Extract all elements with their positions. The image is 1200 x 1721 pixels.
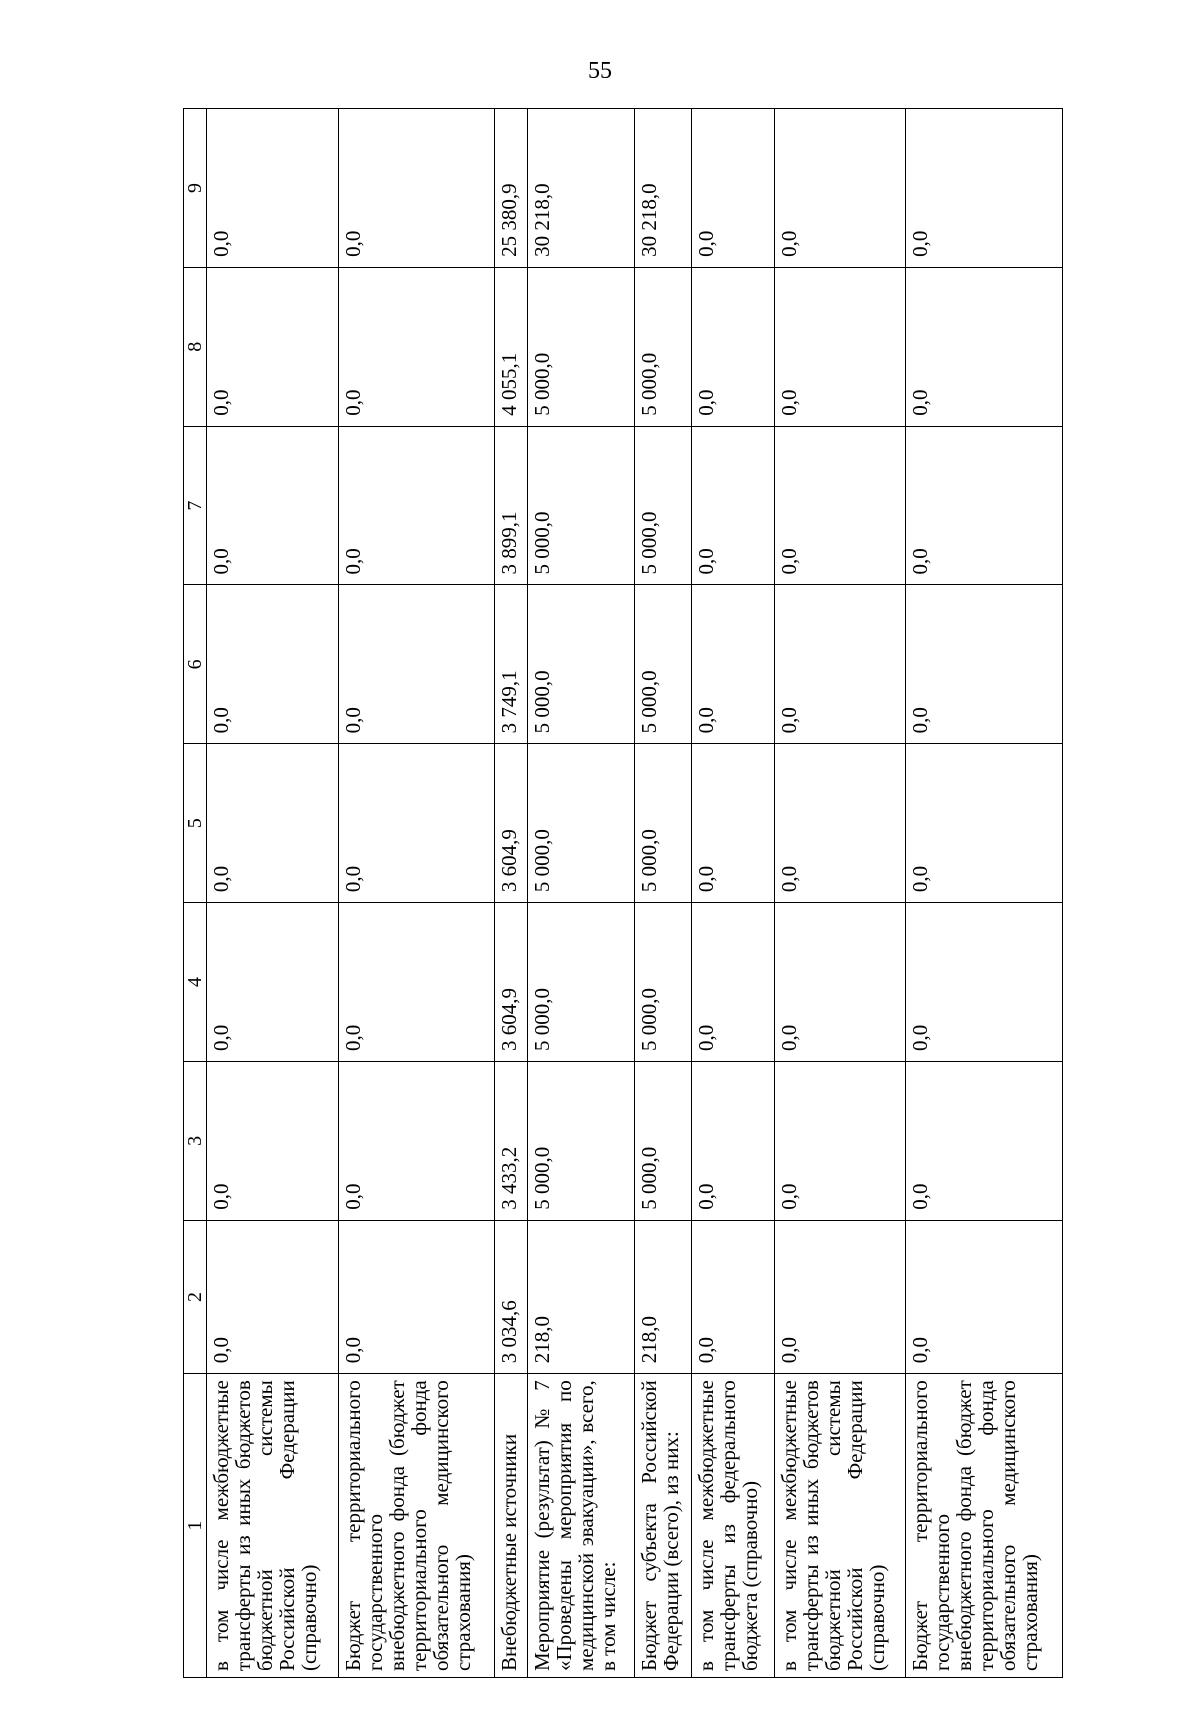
column-header-2: 2 [184, 1220, 207, 1373]
row-label: Внебюджетные источники [495, 1374, 528, 1678]
table-cell: 5 000,0 [634, 585, 691, 744]
row-label: в том числе межбюджетные трансферты из федерального бюджета (справочно) [692, 1374, 774, 1678]
financing-table [183, 108, 1063, 1678]
table-cell: 0,0 [207, 109, 339, 268]
table-cell: 0,0 [774, 1220, 906, 1373]
table-cell: 4 055,1 [495, 267, 528, 426]
table-cell: 0,0 [692, 585, 774, 744]
table-cell: 0,0 [774, 109, 906, 268]
table-cell: 0,0 [338, 109, 495, 268]
table-cell: 5 000,0 [527, 267, 634, 426]
table-cell: 0,0 [906, 903, 1063, 1062]
column-header-4: 4 [184, 903, 207, 1062]
table-cell: 0,0 [906, 426, 1063, 585]
table-cell: 0,0 [207, 744, 339, 903]
table-cell: 5 000,0 [634, 903, 691, 1062]
table-cell: 218,0 [527, 1220, 634, 1373]
table-cell: 5 000,0 [634, 426, 691, 585]
table-cell: 3 034,6 [495, 1220, 528, 1373]
table-row [527, 109, 634, 1678]
row-label: в том числе межбюджетные трансферты из иных бюджетов бюджетной системы Российской Федерации (справочно) [774, 1374, 906, 1678]
table-row [692, 109, 774, 1678]
table-cell: 0,0 [774, 903, 906, 1062]
table-cell: 30 218,0 [527, 109, 634, 268]
table-cell: 0,0 [207, 585, 339, 744]
table-cell: 0,0 [692, 1220, 774, 1373]
page-number: 55 [588, 58, 612, 84]
table-cell: 0,0 [774, 585, 906, 744]
table-cell: 0,0 [906, 267, 1063, 426]
table-row [207, 109, 339, 1678]
table-cell: 0,0 [692, 903, 774, 1062]
column-header-9: 9 [184, 109, 207, 268]
table-cell: 0,0 [207, 903, 339, 1062]
table-cell: 218,0 [634, 1220, 691, 1373]
table-row [338, 109, 495, 1678]
table-cell: 5 000,0 [527, 426, 634, 585]
row-label: Бюджет территориального государственного внебюджетного фонда (бюджет территориального фонда обязательного медицинского страхования) [906, 1374, 1063, 1678]
table-cell: 3 433,2 [495, 1061, 528, 1220]
table-cell: 0,0 [692, 426, 774, 585]
table-cell: 0,0 [338, 267, 495, 426]
row-label: Мероприятие (результат) № 7 «Проведены мероприятия по медицинской эвакуации», всего, в том числе: [527, 1374, 634, 1678]
table-row [906, 109, 1063, 1678]
row-label: Бюджет территориального государственного внебюджетного фонда (бюджет территориального фонда обязательного медицинского страхования) [338, 1374, 495, 1678]
table-body [207, 109, 1063, 1678]
table-cell: 0,0 [207, 267, 339, 426]
table-row [495, 109, 528, 1678]
table-cell: 25 380,9 [495, 109, 528, 268]
table-cell: 0,0 [906, 1061, 1063, 1220]
rotated-table-container [183, 108, 1063, 1678]
column-header-6: 6 [184, 585, 207, 744]
table-cell: 0,0 [906, 1220, 1063, 1373]
column-header-5: 5 [184, 744, 207, 903]
table-cell: 0,0 [906, 744, 1063, 903]
row-label: Бюджет субъекта Российской Федерации (всего), из них: [634, 1374, 691, 1678]
table-cell: 0,0 [692, 267, 774, 426]
table-cell: 0,0 [692, 744, 774, 903]
table-cell: 0,0 [338, 585, 495, 744]
table-cell: 5 000,0 [527, 744, 634, 903]
table-cell: 0,0 [774, 426, 906, 585]
table-cell: 3 604,9 [495, 744, 528, 903]
table-cell: 0,0 [338, 1061, 495, 1220]
table-cell: 3 604,9 [495, 903, 528, 1062]
table-cell: 0,0 [774, 267, 906, 426]
table-cell: 0,0 [338, 903, 495, 1062]
table-cell: 0,0 [906, 109, 1063, 268]
table-cell: 0,0 [207, 1061, 339, 1220]
table-cell: 0,0 [338, 1220, 495, 1373]
table-cell: 5 000,0 [634, 267, 691, 426]
table-header [184, 109, 207, 1678]
table-cell: 0,0 [774, 1061, 906, 1220]
table-cell: 3 749,1 [495, 585, 528, 744]
table-row [634, 109, 691, 1678]
table-row [774, 109, 906, 1678]
table-cell: 5 000,0 [527, 903, 634, 1062]
table-cell: 0,0 [774, 744, 906, 903]
header-row [184, 109, 207, 1678]
column-header-8: 8 [184, 267, 207, 426]
table-cell: 5 000,0 [634, 744, 691, 903]
table-cell: 0,0 [338, 744, 495, 903]
table-cell: 0,0 [207, 426, 339, 585]
table-cell: 0,0 [692, 1061, 774, 1220]
table-cell: 5 000,0 [527, 1061, 634, 1220]
table-cell: 5 000,0 [527, 585, 634, 744]
table-cell: 5 000,0 [634, 1061, 691, 1220]
column-header-3: 3 [184, 1061, 207, 1220]
column-header-1: 1 [184, 1374, 207, 1678]
table-cell: 0,0 [338, 426, 495, 585]
row-label: в том числе межбюджетные трансферты из иных бюджетов бюджетной системы Российской Федерации (справочно) [207, 1374, 339, 1678]
table-cell: 30 218,0 [634, 109, 691, 268]
table-cell: 3 899,1 [495, 426, 528, 585]
table-cell: 0,0 [692, 109, 774, 268]
table-cell: 0,0 [906, 585, 1063, 744]
table-cell: 0,0 [207, 1220, 339, 1373]
column-header-7: 7 [184, 426, 207, 585]
